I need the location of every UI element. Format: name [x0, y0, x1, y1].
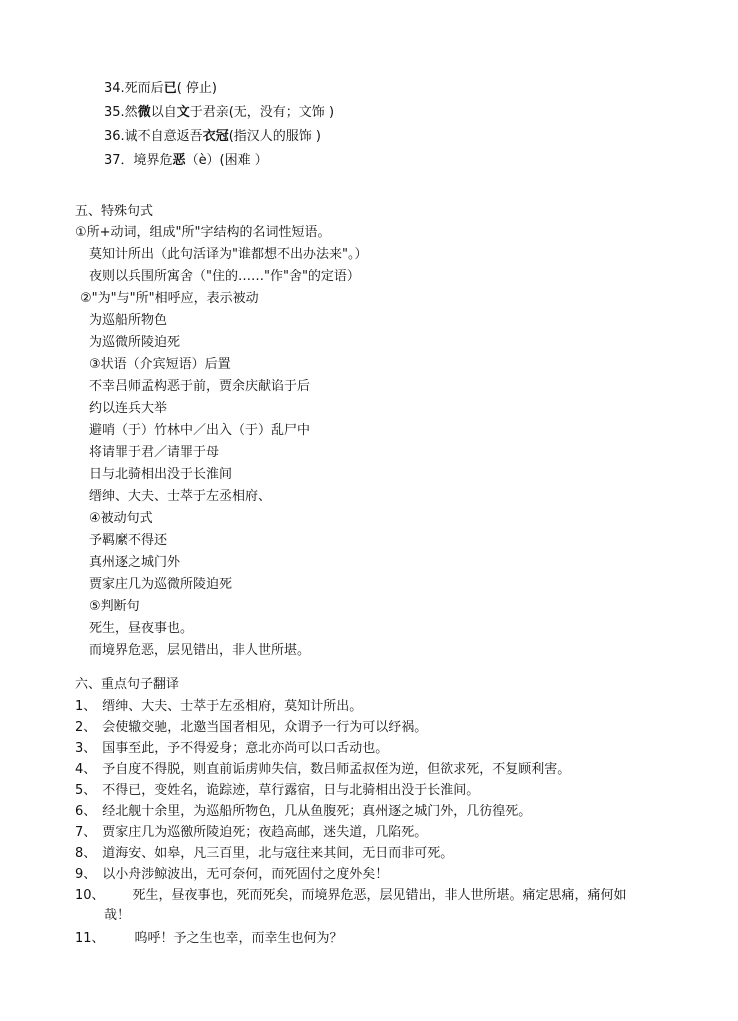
sentence-pattern-line: 真州逐之城门外 — [89, 555, 181, 570]
vocab-gloss: 于君亲(无，没有；文饰 ) — [189, 105, 335, 120]
sentence-pattern-line: 予羁縻不得还 — [89, 533, 168, 548]
translation-item — [75, 761, 570, 779]
translation-item — [75, 782, 479, 800]
sentence-pattern-line: 贾家庄几为巡微所陵迫死 — [89, 577, 233, 592]
section-heading: 六、重点句子翻译 — [75, 677, 180, 692]
item-number: 5、 — [75, 783, 97, 798]
item-text: 不得已，变姓名，诡踪迹，草行露宿，日与北骑相出没于长淮间。 — [102, 783, 480, 798]
vocab-key-word: 衣冠 — [202, 129, 229, 144]
sentence-pattern-line: 为巡船所物色 — [89, 313, 168, 328]
translation-item — [75, 866, 388, 884]
sentence-pattern-line: 避哨（于）竹林中／出入（于）乱尸中 — [89, 423, 311, 438]
vocab-key-word: 微 — [137, 105, 151, 120]
item-number: 2、 — [75, 720, 97, 735]
sentence-pattern-line: 为巡微所陵迫死 — [89, 335, 181, 350]
item-number: 10、 — [75, 888, 105, 903]
translation-item-continuation: 哉！ — [104, 908, 131, 923]
section-heading: 五、特殊句式 — [75, 204, 154, 219]
sentence-pattern-line: ⑤判断句 — [89, 599, 140, 614]
vocab-item-36 — [104, 128, 321, 146]
sentence-pattern-line: 夜则以兵围所寓舍（"住的……"作"舍"的定语） — [89, 269, 360, 284]
sentence-pattern-line: 死生，昼夜事也。 — [89, 621, 194, 636]
vocab-text: 37．境界危 — [104, 153, 173, 168]
sentence-pattern-line: 日与北骑相出没于长淮间 — [89, 467, 233, 482]
translation-item — [75, 845, 453, 863]
vocab-key-word: 已 — [163, 81, 177, 96]
vocab-text: 以自 — [150, 105, 177, 120]
vocab-item-37 — [104, 152, 268, 170]
item-number: 3、 — [75, 741, 97, 756]
vocab-text: 36.诚不自意返吾 — [104, 129, 203, 144]
item-text: 国事至此，予不得爱身；意北亦尚可以口舌动也。 — [102, 741, 389, 756]
item-number: 8、 — [75, 846, 97, 861]
sentence-pattern-line: 缙绅、大夫、士萃于左丞相府、 — [89, 489, 272, 504]
translation-item — [75, 740, 388, 758]
item-text: 贾家庄几为巡徼所陵迫死；夜趋高邮，迷失道，几陷死。 — [102, 825, 428, 840]
item-number: 4、 — [75, 762, 97, 777]
item-number: 9、 — [75, 867, 97, 882]
vocab-gloss: （è）(困难 ） — [185, 153, 268, 168]
item-text: 会使辙交驰，北邀当国者相见，众谓予一行为可以纾祸。 — [102, 720, 428, 735]
vocab-key-word: 恶 — [172, 153, 186, 168]
item-text: 经北舰十余里，为巡船所物色，几从鱼腹死；真州逐之城门外，几彷徨死。 — [102, 804, 532, 819]
item-text: 以小舟涉鲸波出，无可奈何，而死固付之度外矣！ — [102, 867, 389, 882]
translation-item — [75, 803, 531, 821]
sentence-pattern-line: ①所+动词，组成"所"字结构的名词性短语。 — [75, 225, 331, 240]
vocab-item-35 — [104, 104, 334, 122]
translation-item — [75, 930, 343, 948]
item-text: 予自度不得脱，则直前诟虏帅失信，数吕师孟叔侄为逆，但欲求死，不复顾利害。 — [102, 762, 571, 777]
translation-item — [75, 698, 362, 716]
item-number: 11、 — [75, 931, 105, 946]
sentence-pattern-line: ③状语（介宾短语）后置 — [89, 357, 231, 372]
translation-item — [75, 824, 427, 842]
translation-item — [75, 719, 427, 737]
item-text: 缙绅、大夫、士萃于左丞相府，莫知计所出。 — [102, 699, 363, 714]
sentence-pattern-line: 不幸吕师孟构恶于前，贾余庆献谄于后 — [89, 379, 311, 394]
sentence-pattern-line: 莫知计所出（此句活译为"谁都想不出办法来"。） — [89, 247, 368, 262]
sentence-pattern-line: 而境界危恶，层见错出，非人世所堪。 — [89, 643, 311, 658]
vocab-key-word: 文 — [176, 105, 190, 120]
item-text: 道海安、如皋，凡三百里，北与寇往来其间，无日而非可死。 — [102, 846, 454, 861]
item-text: 呜呼！予之生也幸，而幸生也何为？ — [134, 931, 343, 946]
item-number: 7、 — [75, 825, 97, 840]
sentence-pattern-line: ④被动句式 — [89, 511, 153, 526]
item-number: 6、 — [75, 804, 97, 819]
sentence-pattern-line: ②"为"与"所"相呼应，表示被动 — [80, 291, 259, 306]
vocab-gloss: ( 停止) — [176, 81, 217, 96]
translation-item — [75, 887, 627, 905]
vocab-gloss: (指汉人的服饰 ) — [228, 129, 321, 144]
vocab-text: 35.然 — [104, 105, 138, 120]
vocab-item-34 — [104, 80, 217, 98]
sentence-pattern-line: 约以连兵大举 — [89, 401, 168, 416]
item-number: 1、 — [75, 699, 97, 714]
item-text: 死生，昼夜事也，死而死矣，而境界危恶，层见错出，非人世所堪。痛定思痛，痛何如 — [132, 888, 627, 903]
sentence-pattern-line: 将请罪于君／请罪于母 — [89, 445, 220, 460]
vocab-text: 34.死而后 — [104, 81, 164, 96]
